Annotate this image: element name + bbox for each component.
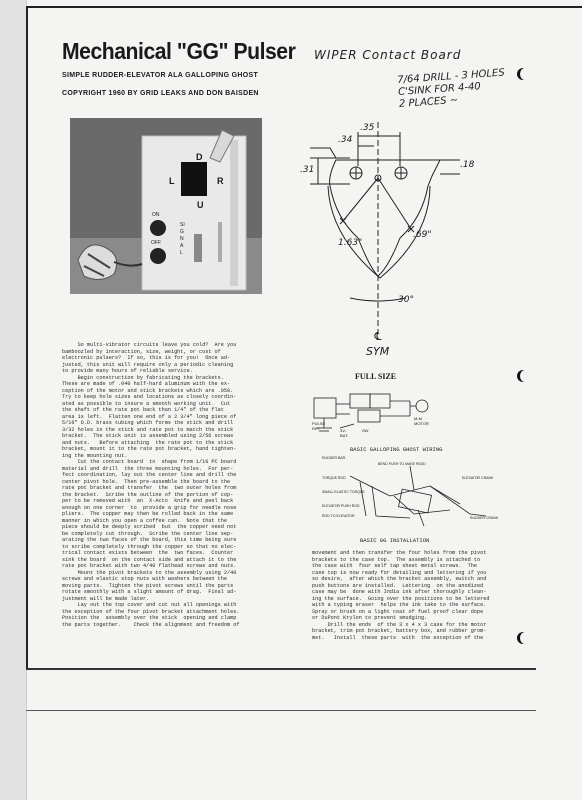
schematic-battery-label: 3V- BAT.: [340, 428, 349, 438]
bottom-rule: [26, 710, 536, 711]
body-text-line: with a typing eraser helps the ink take to the surface.: [312, 602, 487, 608]
body-text-line: to scribe completely through the copper so that no elec-: [62, 543, 237, 550]
body-text-line: ing the mounting nut.: [62, 452, 128, 459]
body-text-line: 5/16" O.D. brass tubing which forms the stick and drill: [62, 420, 234, 426]
dimension-34: .34: [338, 135, 353, 145]
body-text-line: and nuts. Before attaching the rate pot to the stick: [62, 439, 234, 446]
callout-rod-to-elevator: ROD TO ELEVATOR: [322, 514, 355, 518]
callout-rudder-crank: RUDDER CRANK: [470, 516, 499, 520]
body-text-line: rotate smoothly with a slight amount of drag. Final ad-: [62, 589, 237, 595]
body-text-line: bracket, mount it to the rate pot bracket, hand tighten-: [62, 446, 237, 452]
body-text-line: manner in which you open a coffee can. Note that the: [62, 517, 227, 524]
body-text-left-column: [62, 342, 239, 628]
page-title: Mechanical "GG" Pulser: [62, 38, 296, 64]
body-text-line: center pivot hole. Then pre-assemble the board to the: [62, 478, 231, 485]
body-text-line: met. Install these parts with the exception of the: [312, 634, 484, 641]
callout-elevator-push-rod: ELEVATOR PUSH ROD: [322, 504, 360, 508]
subtitle: SIMPLE RUDDER-ELEVATOR ALA GALLOPING GHOST: [62, 72, 259, 79]
body-text-line: rate pot bracket and transfer the two outer holes from: [62, 485, 237, 491]
photo-label-d: D: [196, 152, 203, 162]
body-text-line: the parts together. Check the alignment and freedom of: [62, 621, 240, 628]
body-text-line: moving parts. Tighten the pivot screws until the parts: [62, 582, 234, 589]
body-text-line: rate pot bracket with two 4/40 flathead screws and nuts.: [62, 563, 237, 569]
body-text-line: trical contact exists between the two faces. Counter: [62, 550, 234, 556]
body-text-line: So multi-vibrator circuits leave you cold? Are you: [62, 342, 237, 348]
callout-rudder-bar: RUDDER BAR: [322, 456, 346, 460]
body-text-line: Begin construction by fabricating the brackets.: [62, 374, 224, 381]
installation-sketch: [310, 456, 510, 536]
body-text-line: justed, this unit will require only a periodic cleaning: [62, 361, 234, 368]
photo-label-u: U: [197, 200, 204, 210]
callout-torque-rod: TORQUE ROD: [322, 476, 346, 480]
body-text-line: the exception of the four pivot bracket attachment holes.: [62, 608, 240, 615]
body-text-line: bracket, trim pot bracket, battery box, and rubber grom-: [312, 628, 487, 634]
body-text-line: or DuPont Krylon to prevent smudging.: [312, 615, 428, 621]
body-text-line: case top is now ready for detailing and lettering if you: [312, 569, 487, 576]
callout-small-elastic: SMALL ELASTIC TORQUE: [322, 490, 365, 494]
photo-label-off: OFF: [151, 240, 161, 246]
photo-label-signal: SIGNAL: [180, 222, 185, 256]
centerline-symbol: ℄: [373, 330, 383, 343]
body-text-line: justment will be made later.: [62, 595, 150, 602]
body-text-line: 3/32 holes in the stick and rate pot to match the stick: [62, 426, 234, 433]
drill-note-line: C'SINK FOR 4-40: [397, 81, 482, 98]
punch-hole-bottom: [517, 632, 529, 644]
body-text-line: push buttons are installed. Lettering on the anodized: [312, 582, 484, 589]
copyright-line: COPYRIGHT 1960 BY GRID LEAKS AND DON BAISDEN: [62, 90, 259, 97]
body-text-line: Spray or brush on a light coat of fuel proof clear dope: [312, 608, 484, 615]
callout-bend-push: BEND PUSH TO MAKE RIGID: [378, 462, 426, 466]
body-text-line: Cut the contact board to shape from 1/16 PC board: [62, 459, 237, 465]
body-text-line: enough on one corner to provide a grip for needle nose: [62, 504, 237, 511]
dimension-18: .18: [460, 160, 475, 170]
page-border-left: [26, 6, 28, 670]
schematic-sw-label: SW: [362, 428, 369, 433]
wiring-schematic: [310, 384, 500, 446]
body-text-line: Position the assembly over the stick opening and clamp: [62, 615, 237, 621]
body-text-line: Mount the pivot brackets to the assembly using 2/40: [62, 569, 237, 576]
drill-note-line: 7/64 DRILL - 3 HOLES: [397, 67, 506, 86]
body-text-line: ception of the motor and stick brackets which are .050.: [62, 387, 234, 394]
angle-30: 30°: [398, 295, 414, 305]
full-size-label: FULL SIZE: [355, 372, 397, 381]
body-text-line: be completely cut through. Scribe the center line sep-: [62, 530, 234, 537]
schematic-left-label: PULSE RLY: [312, 421, 326, 431]
body-text-line: ing the surface. Going over the positions to be lettered: [312, 595, 490, 602]
installation-caption: BASIC GG INSTALLATION: [360, 537, 430, 544]
page-border-bottom: [26, 668, 536, 670]
body-text-line: movement and then transfer the four holes from the pivot: [312, 550, 487, 556]
binder-margin: [0, 0, 27, 800]
punch-hole-top: [517, 68, 529, 80]
body-text-line: pliers. The copper may then be rolled back in the same: [62, 511, 234, 517]
dimension-35: .35: [360, 123, 375, 133]
body-text-line: arating the two faces of the board, this time being sure: [62, 537, 237, 543]
drill-note-line: 2 PLACES ~: [398, 94, 459, 110]
body-text-line: brackets to the case top. The assembly is attached to: [312, 556, 481, 563]
body-text-line: Drill the ends of the 3 x 4 x 3 case for the motor: [312, 621, 487, 628]
body-text-line: sink the board on the contact side and attach it to the: [62, 556, 237, 563]
photo-label-r: R: [217, 176, 224, 186]
schematic-motor-label: M-M MOTOR: [414, 416, 429, 426]
body-text-line: fect coordination, lay out the center line and drill the: [62, 472, 237, 478]
callout-elevator-crank: ELEVATOR CRANK: [462, 476, 494, 480]
body-text-line: so desire, after which the bracket assembly, switch and: [312, 576, 487, 582]
dimension-163: 1.63": [338, 238, 363, 248]
body-text-line: electronic pulsers? If so, this is for you! Once ad-: [62, 355, 231, 361]
body-text-line: Try to keep hole sizes and locations as closely coordin-: [62, 394, 237, 400]
photo-label-l: L: [169, 176, 175, 186]
handwritten-drill-note: [397, 68, 507, 111]
body-text-line: area is left. Flatten one end of a 2 3/4" long piece of: [62, 413, 237, 420]
body-text-line: case may be done with India ink after thoroughly clean-: [312, 589, 487, 595]
body-text-line: piece should be deeply scribed but the copper need not: [62, 524, 237, 530]
dimension-31: .31: [300, 165, 315, 175]
body-text-line: bracket. The stick unit is assembled using 2/56 screws: [62, 433, 234, 439]
body-text-line: per to be removed with an X-Acto knife and peel back: [62, 498, 234, 504]
page-border-top: [26, 6, 582, 8]
pulser-photo: [70, 118, 262, 294]
body-text-line: bamboozled by interaction, size, weight, or cost of: [62, 348, 221, 355]
body-text-line: to provide many hours of reliable service.: [62, 368, 193, 374]
body-text-line: material and drill the three mounting holes. For per-: [62, 465, 234, 472]
dimension-69: .69": [413, 230, 432, 240]
body-text-line: the shaft of the rate pot back than 1/4" of the flat: [62, 407, 224, 413]
body-text-line: These are made of .040 half-hard aluminum with the ex-: [62, 381, 231, 387]
sym-label: SYM: [366, 345, 390, 358]
handwritten-title: WIPER Contact Board: [314, 48, 462, 62]
body-text-right-column: [312, 550, 489, 641]
schematic-caption: BASIC GALLOPING GHOST WIRING: [350, 446, 443, 453]
pulser-photo-drawing: [70, 118, 262, 294]
body-text-line: ated as possible to insure a smooth working unit. Cut: [62, 400, 231, 407]
body-text-line: Lay out the top cover and cut out all openings with: [62, 602, 237, 608]
body-text-line: the case with four self tap sheet metal screws. The: [312, 563, 477, 569]
punch-hole-middle: [517, 370, 529, 382]
body-text-line: the bracket. Scribe the outline of the portion of cop-: [62, 491, 234, 498]
contact-board-drawing: [290, 118, 480, 338]
photo-label-on: ON: [152, 212, 160, 218]
body-text-line: screws and elastic stop nuts with washers between the: [62, 576, 227, 582]
